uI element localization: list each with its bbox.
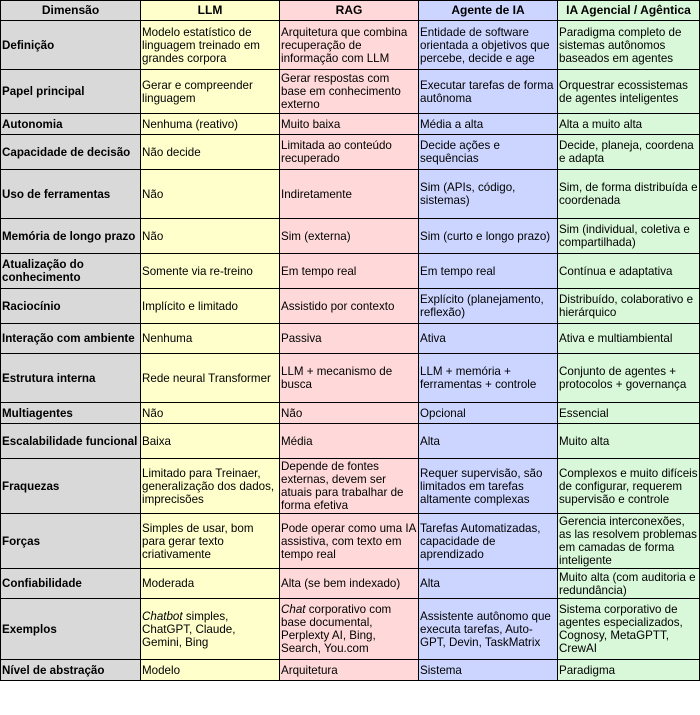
cell-llm: Gerar e compreender linguagem xyxy=(141,70,280,114)
cell-agencial: Essencial xyxy=(558,403,700,424)
cell-llm: Modelo xyxy=(141,660,280,681)
cell-llm: Nenhuma xyxy=(141,324,280,354)
row-dimension-label: Autonomia xyxy=(1,114,141,135)
cell-agente: Executar tarefas de forma autônoma xyxy=(419,70,558,114)
cell-llm: Não decide xyxy=(141,135,280,170)
cell-agencial: Ativa e multiambiental xyxy=(558,324,700,354)
cell-agencial: Sim (individual, coletiva e compartilhada) xyxy=(558,219,700,254)
cell-llm: Não xyxy=(141,170,280,219)
cell-rag: Limitada ao conteúdo recuperado xyxy=(280,135,419,170)
header-row xyxy=(1,1,700,21)
cell-agencial: Conjunto de agentes + protocolos + governança xyxy=(558,354,700,403)
row-dimension-label: Forças xyxy=(1,514,141,569)
cell-agente: Requer supervisão, são limitados em tarefas altamente complexas xyxy=(419,459,558,514)
cell-agente: Explícito (planejamento, reflexão) xyxy=(419,289,558,324)
row-dimension-label: Confiabilidade xyxy=(1,569,141,599)
italic-term: Chatbot xyxy=(142,609,183,623)
cell-agencial: Sim, de forma distribuída e coordenada xyxy=(558,170,700,219)
table-row xyxy=(1,170,700,219)
cell-rag: Média xyxy=(280,424,419,459)
cell-llm: Simples de usar, bom para gerar texto criativamente xyxy=(141,514,280,569)
cell-rag: Passiva xyxy=(280,324,419,354)
table-row xyxy=(1,514,700,569)
cell-rag: Indiretamente xyxy=(280,170,419,219)
cell-agente: Sim (curto e longo prazo) xyxy=(419,219,558,254)
row-dimension-label: Escalabilidade funcional xyxy=(1,424,141,459)
table-row xyxy=(1,21,700,70)
row-dimension-label: Memória de longo prazo xyxy=(1,219,141,254)
cell-agente: Alta xyxy=(419,424,558,459)
row-dimension-label: Capacidade de decisão xyxy=(1,135,141,170)
table-row xyxy=(1,135,700,170)
cell-rag: Assistido por contexto xyxy=(280,289,419,324)
cell-agencial: Orquestrar ecossistemas de agentes inteligentes xyxy=(558,70,700,114)
cell-agencial: Paradigma completo de sistemas autônomos baseados em agentes xyxy=(558,21,700,70)
cell-rag: Pode operar como uma IA assistiva, com texto em tempo real xyxy=(280,514,419,569)
cell-agente: Decide ações e sequências xyxy=(419,135,558,170)
cell-agente: Ativa xyxy=(419,324,558,354)
cell-rag: Arquitetura que combina recuperação de informação com LLM xyxy=(280,21,419,70)
table-row xyxy=(1,403,700,424)
header-rag: RAG xyxy=(280,1,419,21)
cell-rag: Depende de fontes externas, devem ser atuais para trabalhar de forma efetiva xyxy=(280,459,419,514)
cell-agente: LLM + memória + ferramentas + controle xyxy=(419,354,558,403)
table-row xyxy=(1,354,700,403)
cell-llm: Não xyxy=(141,219,280,254)
table-body xyxy=(1,21,700,681)
cell-llm: Chatbot simples, ChatGPT, Claude, Gemini, Bing xyxy=(141,599,280,660)
table-row xyxy=(1,70,700,114)
cell-rag: Não xyxy=(280,403,419,424)
cell-agente: Alta xyxy=(419,569,558,599)
cell-agencial: Distribuído, colaborativo e hierárquico xyxy=(558,289,700,324)
table-row xyxy=(1,324,700,354)
cell-agencial: Sistema corporativo de agentes especializados, Cognosy, MetaGPTT, CrewAI xyxy=(558,599,700,660)
cell-agente: Sim (APIs, código, sistemas) xyxy=(419,170,558,219)
header-ia-agencial: IA Agencial / Agêntica xyxy=(558,1,700,21)
row-dimension-label: Exemplos xyxy=(1,599,141,660)
cell-agencial: Gerencia interconexões, as las resolvem problemas em camadas de forma inteligente xyxy=(558,514,700,569)
cell-llm: Moderada xyxy=(141,569,280,599)
row-dimension-label: Multiagentes xyxy=(1,403,141,424)
header-agente-de-ia: Agente de IA xyxy=(419,1,558,21)
cell-rag: Gerar respostas com base em conhecimento externo xyxy=(280,70,419,114)
cell-agente: Tarefas Automatizadas, capacidade de aprendizado xyxy=(419,514,558,569)
italic-term: Chat xyxy=(281,603,306,616)
cell-rag: Arquitetura xyxy=(280,660,419,681)
row-dimension-label: Interação com ambiente xyxy=(1,324,141,354)
cell-llm: Limitado para Treinaer, generalização dos dados, imprecisões xyxy=(141,459,280,514)
cell-rag: Muito baixa xyxy=(280,114,419,135)
header-dimensao: Dimensão xyxy=(1,1,141,21)
cell-agencial: Muito alta xyxy=(558,424,700,459)
cell-rag: Alta (se bem indexado) xyxy=(280,569,419,599)
cell-agencial: Contínua e adaptativa xyxy=(558,254,700,289)
cell-agente: Sistema xyxy=(419,660,558,681)
row-dimension-label: Fraquezas xyxy=(1,459,141,514)
row-dimension-label: Atualização do conhecimento xyxy=(1,254,141,289)
cell-llm: Somente via re-treino xyxy=(141,254,280,289)
table-row xyxy=(1,459,700,514)
cell-rag: Sim (externa) xyxy=(280,219,419,254)
row-dimension-label: Definição xyxy=(1,21,141,70)
table-row xyxy=(1,254,700,289)
table-row xyxy=(1,424,700,459)
row-dimension-label: Nível de abstração xyxy=(1,660,141,681)
row-dimension-label: Raciocínio xyxy=(1,289,141,324)
cell-agencial: Alta a muito alta xyxy=(558,114,700,135)
header-llm: LLM xyxy=(141,1,280,21)
cell-rag: LLM + mecanismo de busca xyxy=(280,354,419,403)
row-dimension-label: Estrutura interna xyxy=(1,354,141,403)
table-row xyxy=(1,660,700,681)
cell-agencial: Complexos e muito difíceis de configurar, requerem supervisão e controle xyxy=(558,459,700,514)
cell-agente: Média a alta xyxy=(419,114,558,135)
cell-llm: Implícito e limitado xyxy=(141,289,280,324)
cell-agente: Entidade de software orientada a objetivos que percebe, decide e age xyxy=(419,21,558,70)
row-dimension-label: Uso de ferramentas xyxy=(1,170,141,219)
cell-agente: Em tempo real xyxy=(419,254,558,289)
cell-rag: Chat corporativo com base documental, Perplexty AI, Bing, Search, You.com xyxy=(280,599,419,660)
cell-llm: Rede neural Transformer xyxy=(141,354,280,403)
cell-llm: Nenhuma (reativo) xyxy=(141,114,280,135)
cell-agente: Opcional xyxy=(419,403,558,424)
cell-rag: Em tempo real xyxy=(280,254,419,289)
table-row xyxy=(1,599,700,660)
cell-llm: Modelo estatístico de linguagem treinado em grandes corpora xyxy=(141,21,280,70)
cell-agencial: Muito alta (com auditoria e redundância) xyxy=(558,569,700,599)
cell-llm: Baixa xyxy=(141,424,280,459)
table-row xyxy=(1,219,700,254)
table-row xyxy=(1,289,700,324)
cell-llm: Não xyxy=(141,403,280,424)
cell-agente: Assistente autônomo que executa tarefas, Auto-GPT, Devin, TaskMatrix xyxy=(419,599,558,660)
table-row xyxy=(1,114,700,135)
cell-agencial: Decide, planeja, coordena e adapta xyxy=(558,135,700,170)
row-dimension-label: Papel principal xyxy=(1,70,141,114)
cell-agencial: Paradigma xyxy=(558,660,700,681)
table-row xyxy=(1,569,700,599)
